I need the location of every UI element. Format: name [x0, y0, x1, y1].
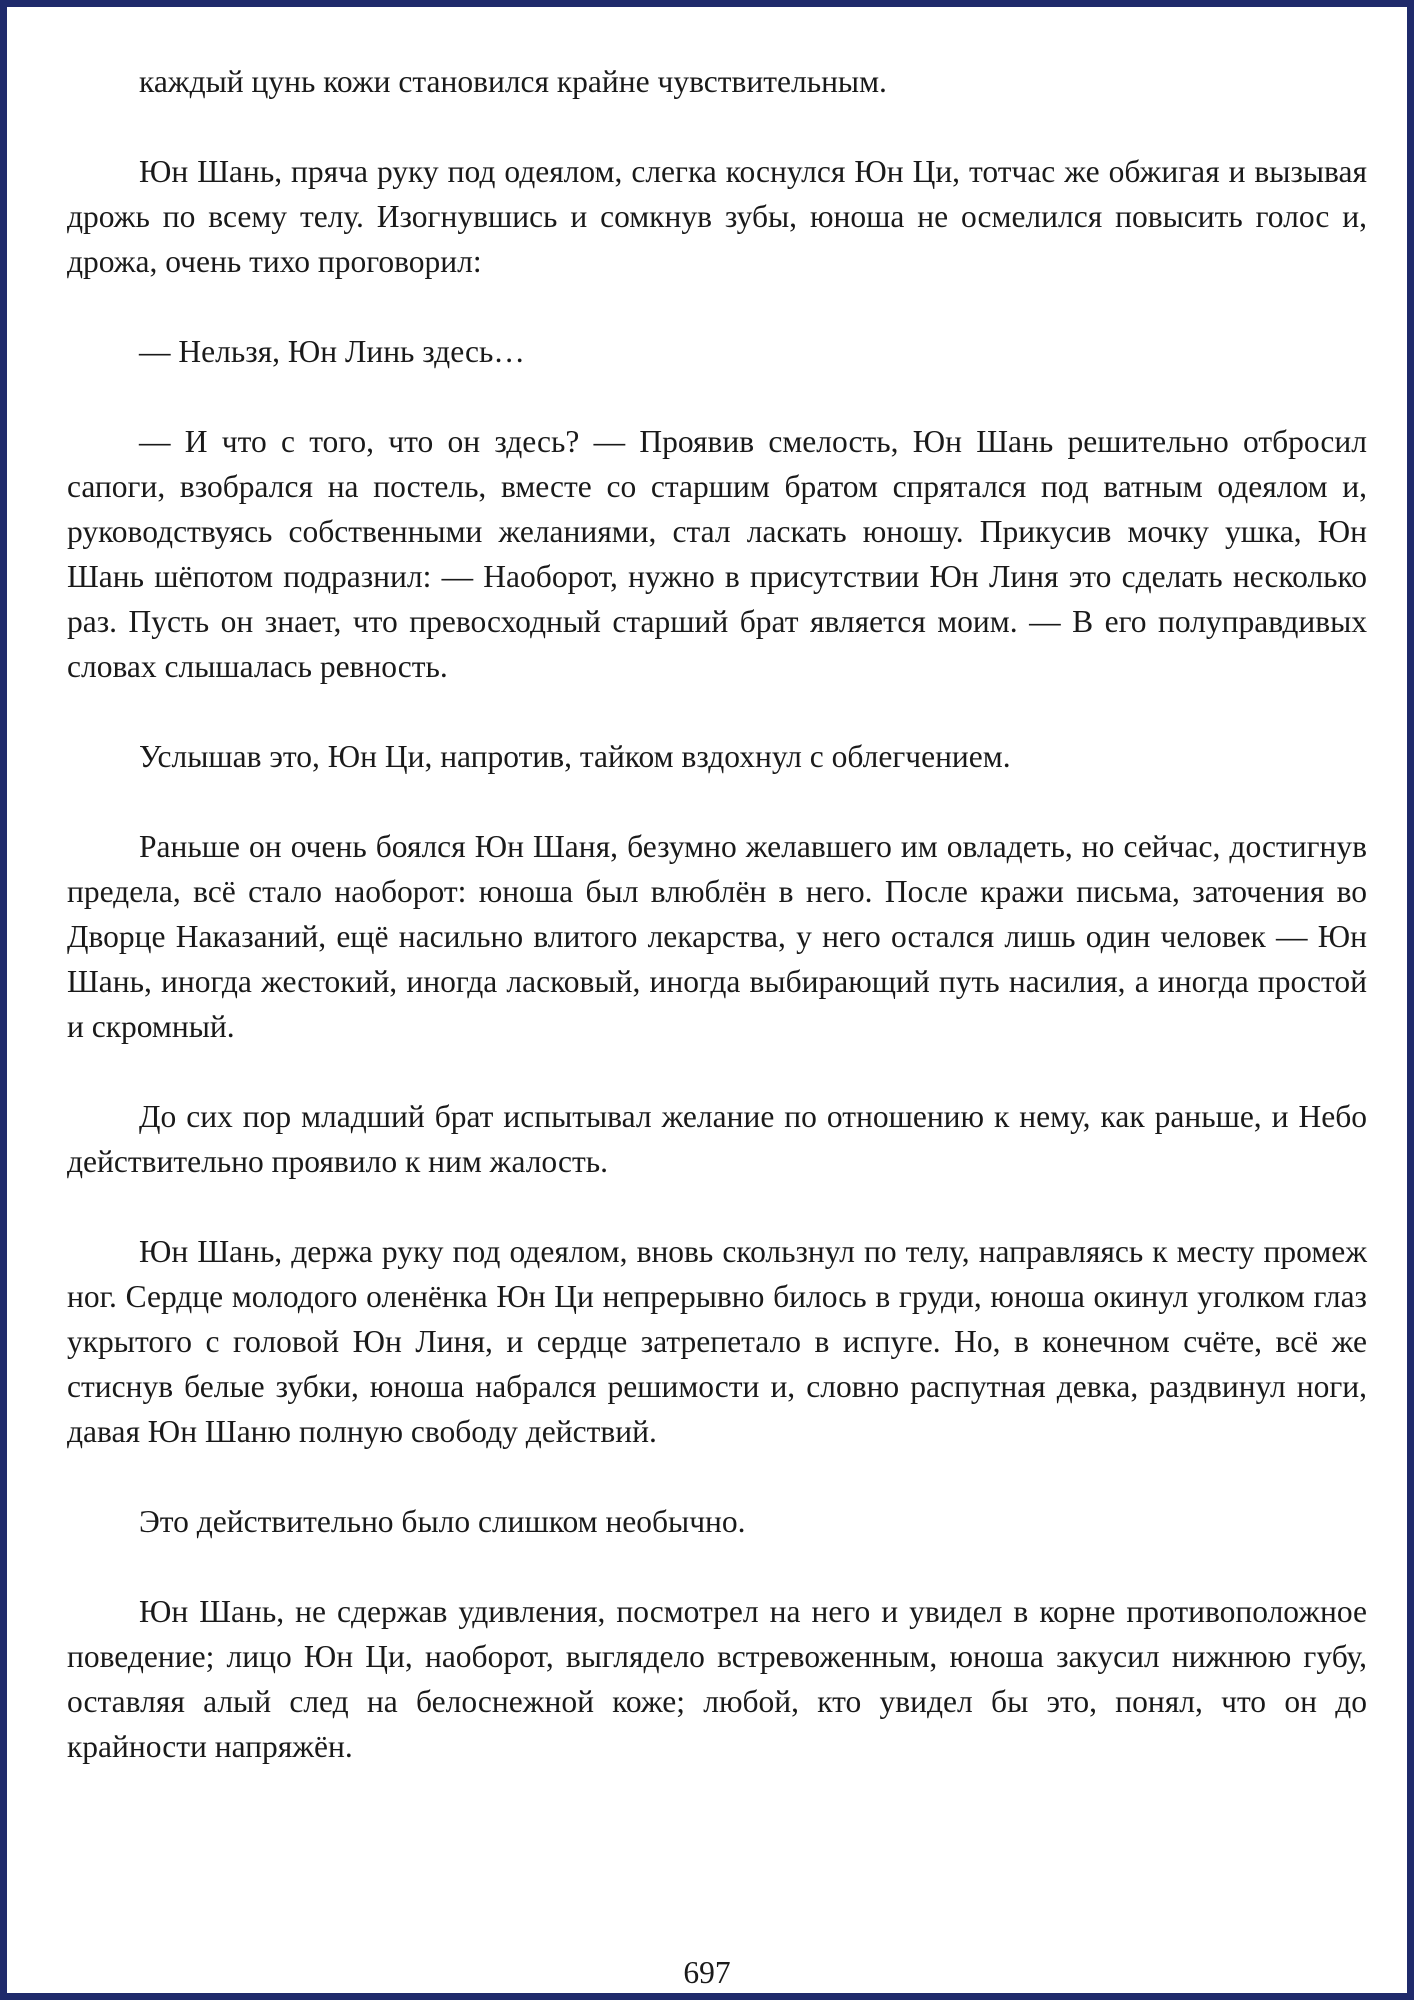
paragraph: Юн Шань, пряча руку под одеялом, слегка коснулся Юн Ци, тотчас же обжигая и вызывая дрожь по всему телу. Изогнувшись и сомкнув зубы, юноша не осмелился повысить голос и, дрожа, очень тихо проговорил: [67, 154, 1367, 279]
paragraph: Юн Шань, не сдержав удивления, посмотрел на него и увидел в корне противоположное поведение; лицо Юн Ци, наоборот, выглядело встревоженным, юноша закусил нижнюю губу, оставляя алый след на белоснежной коже; любой, кто увидел бы это, понял, что он до крайности напряжён. [67, 1594, 1367, 1764]
paragraph: Юн Шань, держа руку под одеялом, вновь скользнул по телу, направляясь к месту промеж ног. Сердце молодого оленёнка Юн Ци непрерывно билось в груди, юноша окинул уголком глаз укрытого с головой Юн Линя, и сердце затрепетало в испуге. Но, в конечном счёте, всё же стиснув белые зубки, юноша набрался решимости и, словно распутная девка, раздвинул ноги, давая Юн Шаню полную свободу действий. [67, 1234, 1367, 1449]
paragraph: — Нельзя, Юн Линь здесь… [139, 334, 525, 369]
page-body-text [67, 59, 1367, 1814]
paragraph: — И что с того, что он здесь? — Проявив смелость, Юн Шань решительно отбросил сапоги, взобрался на постель, вместе со старшим братом спрятался под ватным одеялом и, руководствуясь собственными желаниями, стал ласкать юношу. Прикусив мочку ушка, Юн Шань шёпотом подразнил: — Наоборот, нужно в присутствии Юн Линя это сделать несколько раз. Пусть он знает, что превосходный старший брат является моим. — В его полуправдивых словах слышалась ревность. [67, 424, 1367, 684]
page-number: 697 [683, 1955, 731, 1990]
paragraph: каждый цунь кожи становился крайне чувствительным. [139, 64, 887, 99]
paragraph: Услышав это, Юн Ци, напротив, тайком вздохнул с облегчением. [139, 739, 1011, 774]
paragraph: До сих пор младший брат испытывал желание по отношению к нему, как раньше, и Небо действительно проявило к ним жалость. [67, 1099, 1367, 1179]
paragraph: Раньше он очень боялся Юн Шаня, безумно желавшего им овладеть, но сейчас, достигнув предела, всё стало наоборот: юноша был влюблён в него. После кражи письма, заточения во Дворце Наказаний, ещё насильно влитого лекарства, у него остался лишь один человек — Юн Шань, иногда жестокий, иногда ласковый, иногда выбирающий путь насилия, а иногда простой и скромный. [67, 829, 1367, 1044]
paragraph: Это действительно было слишком необычно. [139, 1504, 746, 1539]
